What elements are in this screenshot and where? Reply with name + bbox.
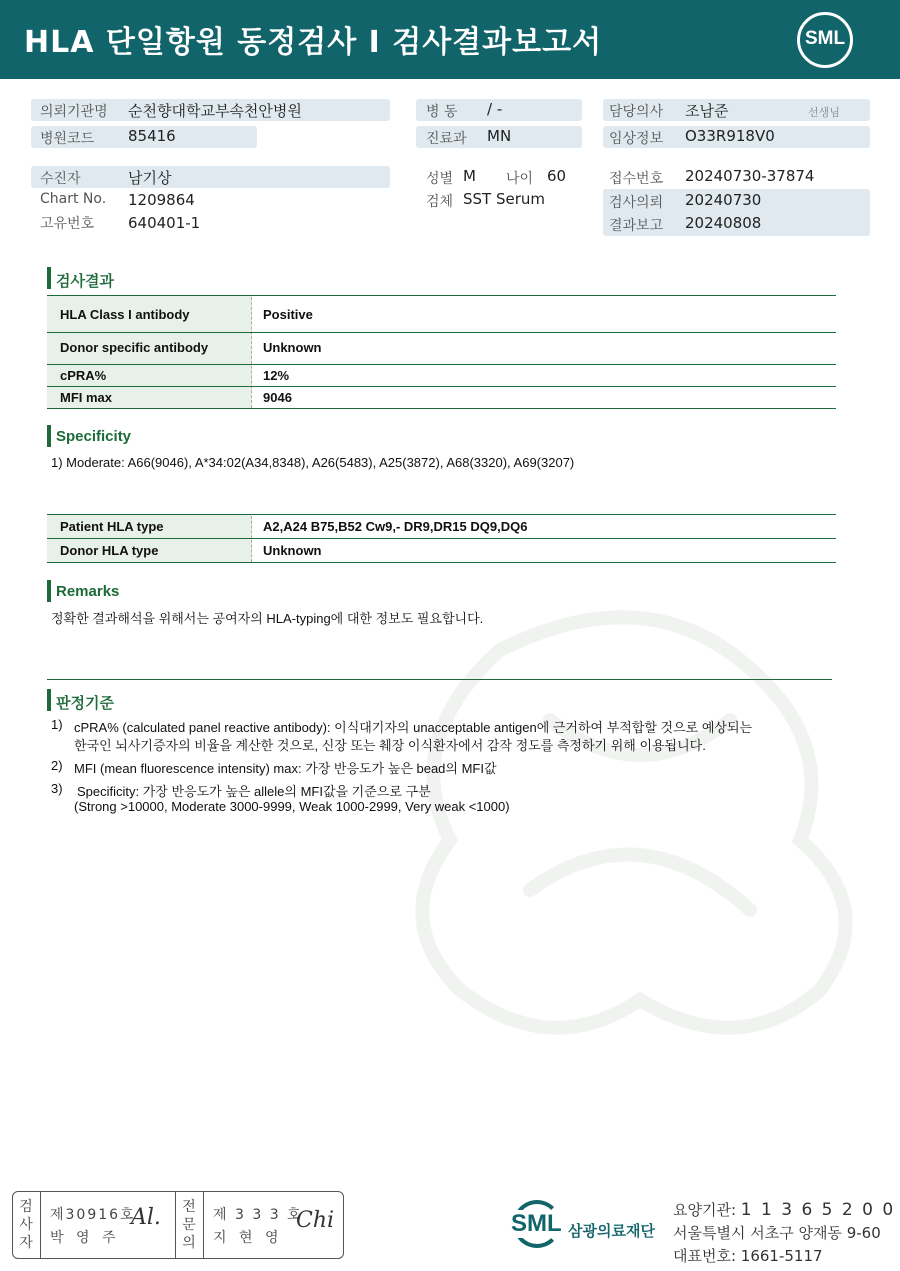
header-logo-text: SML (804, 28, 846, 49)
hospital-code-label: 병원코드 (40, 131, 95, 147)
donor-hla-label: Donor HLA type (60, 543, 159, 558)
request-value: 20240730 (685, 191, 762, 209)
examiner-signature: Al. (131, 1205, 161, 1230)
criteria-text-line: MFI (mean fluorescence intensity) max: 가장 반응도가 높은 bead의 MFI값 (74, 761, 497, 776)
watermark-logo-icon (380, 590, 900, 1060)
donor-hla-value: Unknown (263, 543, 322, 558)
report-value: 20240808 (685, 214, 762, 232)
ward-value: / - (487, 100, 503, 118)
organization-address: 서울특별시 서초구 양재동 9-60 (673, 1224, 881, 1242)
result-value-mfi-max: 9046 (263, 390, 292, 405)
institution-label: 의뢰기관명 (40, 104, 108, 120)
specialist-license: 제 3 3 3 호 (213, 1207, 303, 1223)
id-value: 640401-1 (128, 214, 201, 232)
criteria-number: 3) (51, 781, 63, 796)
criteria-section-bar (47, 689, 51, 711)
results-table-top-line (47, 295, 836, 296)
patient-label: 수진자 (40, 171, 81, 187)
result-value-cpra: 12% (263, 368, 290, 383)
chart-value: 1209864 (128, 191, 195, 209)
specialist-label: 전문의 (182, 1199, 196, 1251)
patient-hla-value: A2,A24 B75,B52 Cw9,- DR9,DR15 DQ9,DQ6 (263, 519, 528, 534)
specificity-section-title: Specificity (56, 428, 132, 445)
institution-code-value: 1 1 3 6 5 2 0 0 (740, 1200, 896, 1220)
hla-table-top-line (47, 514, 836, 515)
results-section-bar (47, 267, 51, 289)
specificity-section-bar (47, 425, 51, 447)
results-row-line (47, 364, 836, 365)
criteria-text-line: 한국인 뇌사기증자의 비율을 계산한 것으로, 신장 또는 췌장 이식환자에서 감작 정도를 측정하기 위해 이용됩니다. (74, 738, 706, 753)
clinical-value: O33R918V0 (685, 127, 775, 145)
specimen-value: SST Serum (463, 190, 546, 208)
examiner-label: 검사자 (19, 1199, 33, 1251)
institution-code (673, 1199, 895, 1220)
organization-name: 삼광의료재단 (568, 1222, 655, 1240)
department-value: MN (487, 127, 512, 145)
result-value-hla-class1: Positive (263, 307, 313, 322)
request-label: 검사의뢰 (609, 195, 664, 211)
clinical-label: 임상정보 (609, 131, 664, 147)
hospital-code-value: 85416 (128, 127, 176, 145)
receipt-value: 20240730-37874 (685, 167, 815, 185)
criteria-text-line: cPRA% (calculated panel reactive antibody): 이식대기자의 unacceptable antigen에 근거하여 부적합할 것으로 예상되는 (74, 720, 753, 735)
remarks-section-bar (47, 580, 51, 602)
criteria-text-line: Specificity: 가장 반응도가 높은 allele의 MFI값을 기준으로 구분 (77, 784, 431, 799)
criteria-number: 1) (51, 717, 63, 732)
ward-label: 병 동 (426, 104, 458, 120)
institution-value: 순천향대학교부속천안병원 (128, 102, 302, 120)
criteria-number: 2) (51, 758, 63, 773)
result-label-cpra: cPRA% (60, 368, 107, 383)
specialist-name: 지 현 영 (213, 1230, 283, 1246)
results-table-bottom-line (47, 408, 836, 409)
results-row-line (47, 332, 836, 333)
id-label: 고유번호 (40, 216, 95, 232)
institution-code-label: 요양기관: (673, 1201, 737, 1219)
result-value-dsa: Unknown (263, 340, 322, 355)
hla-table-bottom-line (47, 562, 836, 563)
criteria-text-line: (Strong >10000, Moderate 3000-9999, Weak 1000-2999, Very weak <1000) (74, 799, 510, 814)
phone-value: 1661-5117 (740, 1247, 823, 1265)
patient-box (31, 166, 390, 188)
examiner-name: 박 영 주 (50, 1230, 120, 1246)
hla-column-divider (251, 516, 252, 562)
doctor-suffix: 선생님 (808, 106, 840, 119)
results-column-divider (251, 297, 252, 408)
doctor-value: 조남준 (685, 102, 729, 120)
specificity-text: 1) Moderate: A66(9046), A*34:02(A34,8348), A26(5483), A25(3872), A68(3320), A69(3207) (51, 455, 575, 470)
remarks-section-title: Remarks (56, 583, 120, 600)
patient-value: 남기상 (128, 169, 172, 187)
examiner-license: 제30916호 (50, 1207, 136, 1223)
specimen-label: 검체 (426, 194, 454, 210)
signature-box (12, 1191, 344, 1259)
chart-label: Chart No. (40, 191, 107, 207)
sex-value: M (463, 167, 476, 185)
results-row-line (47, 386, 836, 387)
hla-row-line (47, 538, 836, 539)
doctor-label: 담당의사 (609, 104, 664, 120)
phone-number (673, 1245, 823, 1266)
age-label: 나이 (506, 171, 534, 187)
specialist-signature: Chi (296, 1208, 335, 1233)
signature-divider (175, 1191, 176, 1259)
result-label-dsa: Donor specific antibody (60, 340, 209, 355)
report-label: 결과보고 (609, 218, 664, 234)
results-section-title: 검사결과 (56, 273, 114, 290)
criteria-divider (47, 679, 832, 680)
result-label-mfi-max: MFI max (60, 390, 113, 405)
report-title: HLA 단일항원 동정검사 I 검사결과보고서 (24, 25, 603, 60)
signature-divider (203, 1191, 204, 1259)
department-label: 진료과 (426, 131, 467, 147)
criteria-section-title: 판정기준 (56, 695, 114, 712)
footer-logo-text: SML (511, 1210, 562, 1237)
patient-hla-label: Patient HLA type (60, 519, 164, 534)
sex-label: 성별 (426, 171, 454, 187)
remarks-text: 정확한 결과해석을 위해서는 공여자의 HLA-typing에 대한 정보도 필요합니다. (51, 611, 484, 626)
result-label-hla-class1: HLA Class I antibody (60, 307, 190, 322)
signature-divider (40, 1191, 41, 1259)
age-value: 60 (547, 167, 567, 185)
phone-label: 대표번호: (673, 1247, 737, 1265)
receipt-label: 접수번호 (609, 171, 664, 187)
